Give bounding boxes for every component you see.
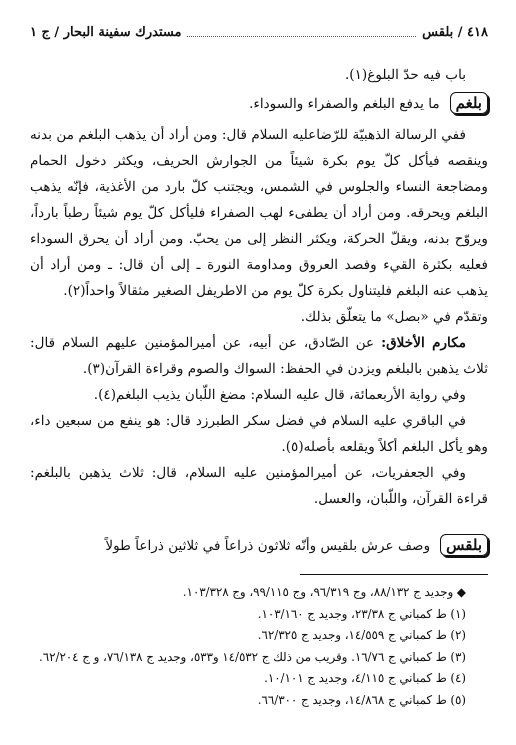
paragraph-jafariyat: وفي الجعفريات، عن أميرالمؤمنين عليه السلام، قال: ثلاث يذهبن بالبلغم: قراءة القرآن، واللّبان، والعسل. [30, 465, 488, 507]
footnote-3: (٣) ط كمباني ج ١٦/٧٦. وقريب من ذلك ج ١٤/٥٣٢ و٥٣٣، وجديد ج ٧٦/١٣٨، و ج ٦٢/٢٠٤. [39, 649, 466, 664]
paragraph-baqiri: في الباقري عليه السلام في فضل سكر الطبرزد قال: هو ينفع من سبعين داء، وهو يأكل البلغم أكلاً ويقلعه بأصله(٥). [30, 413, 488, 455]
topic-title-balgham: ما يدفع البلغم والصفراء والسوداء. [249, 96, 440, 112]
topic-balqis [30, 532, 488, 560]
footnote-4: (٤) ط كمباني ج ٤/١١٥، وجديد ج ١٠/١٠١. [264, 671, 466, 685]
makarim-text: عن الصّادق، عن أبيه، عن أميرالمؤمنين عليهم السلام قال: ثلاث يذهبن بالبلغم ويزدن في الحفظ: السواك والصوم وقراءة القرآن(٣). [30, 335, 488, 377]
footnote-5: (٥) ط كمباني ج ١٤/٨٦٨، وجديد ج ٦٦/٣٠٠. [257, 692, 466, 707]
header-page-label: ٤١٨ / بلقس [422, 24, 488, 40]
topic-label-balgham: بلغم [450, 92, 488, 114]
footnote-continuation: ◆ وجديد ج ٨٨/١٣٢، وج ٩٦/٣١٩، وج ٩٩/١١٥، وج ١٠٣/٣٢٨. [182, 585, 466, 599]
topic-label-balqis: بلقس [440, 534, 488, 556]
topic-title-balqis: وصف عرش بلقيس وأنّه ثلاثون ذراعاً في ثلاثين ذراعاً طولاً [105, 538, 431, 554]
page-body [30, 62, 488, 564]
header-book-title: مستدرك سفينة البحار / ج ١ [30, 24, 182, 40]
footnote-2: (٢) ط كمباني ج ١٤/٥٥٩، وجديد ج ٦٢/٣٢٥. [257, 628, 466, 642]
header-dotted-rule [187, 28, 416, 37]
footnotes [30, 582, 488, 711]
paragraph-arbaamia: وفي رواية الأربعمائة، قال عليه السلام: مضغ اللّبان يذيب البلغم(٤). [93, 387, 466, 403]
page-header [30, 22, 488, 42]
paragraph-makarim [30, 330, 488, 382]
topic-balgham [30, 90, 488, 118]
source-makarim: مكارم الأخلاق: [381, 335, 466, 351]
paragraph-risala: ففي الرسالة الذهبيّة للرّضاعليه السلام قال: ومن أراد أن يذهب البلغم من بدنه وينقصه فيأكل كلّ يوم بكرة شيئاً من الجوارش الحريف، ويكثر دخول الحمام ومضاجعة النساء والجلوس في الشمس، ويجتنب كلّ بارد من الأغذية، فإنّه يذهب البلغم ويحرقه. ومن أراد أن يطفىء لهب الصفراء فليأكل كلّ يوم شيئاً رطباً بارداً، ويروّح بدنه، ويقلّ الحركة، ويكثر النظر إلى من يحبّ. ومن أراد أن يحرق السوداء فعليه بكثرة القيء وفصد العروق ومداومة النورة ـ إلى أن قال: ـ ومن أراد أن يذهب عنه البلغم فليتناول بكرة كلّ يوم من الاطريفل الصغير مثقالاً واحداً(٢). [30, 127, 488, 299]
chapter-heading: باب فيه حدّ البلوغ(١). [344, 67, 466, 83]
footnote-1: (١) ط كمباني ج ٢٣/٣٨، وجديد ج ١٠٣/١٦٠. [257, 606, 466, 621]
footnote-separator [300, 574, 488, 575]
paragraph-cross-reference: وتقدّم في «بصل» ما يتعلّق بذلك. [300, 309, 488, 325]
